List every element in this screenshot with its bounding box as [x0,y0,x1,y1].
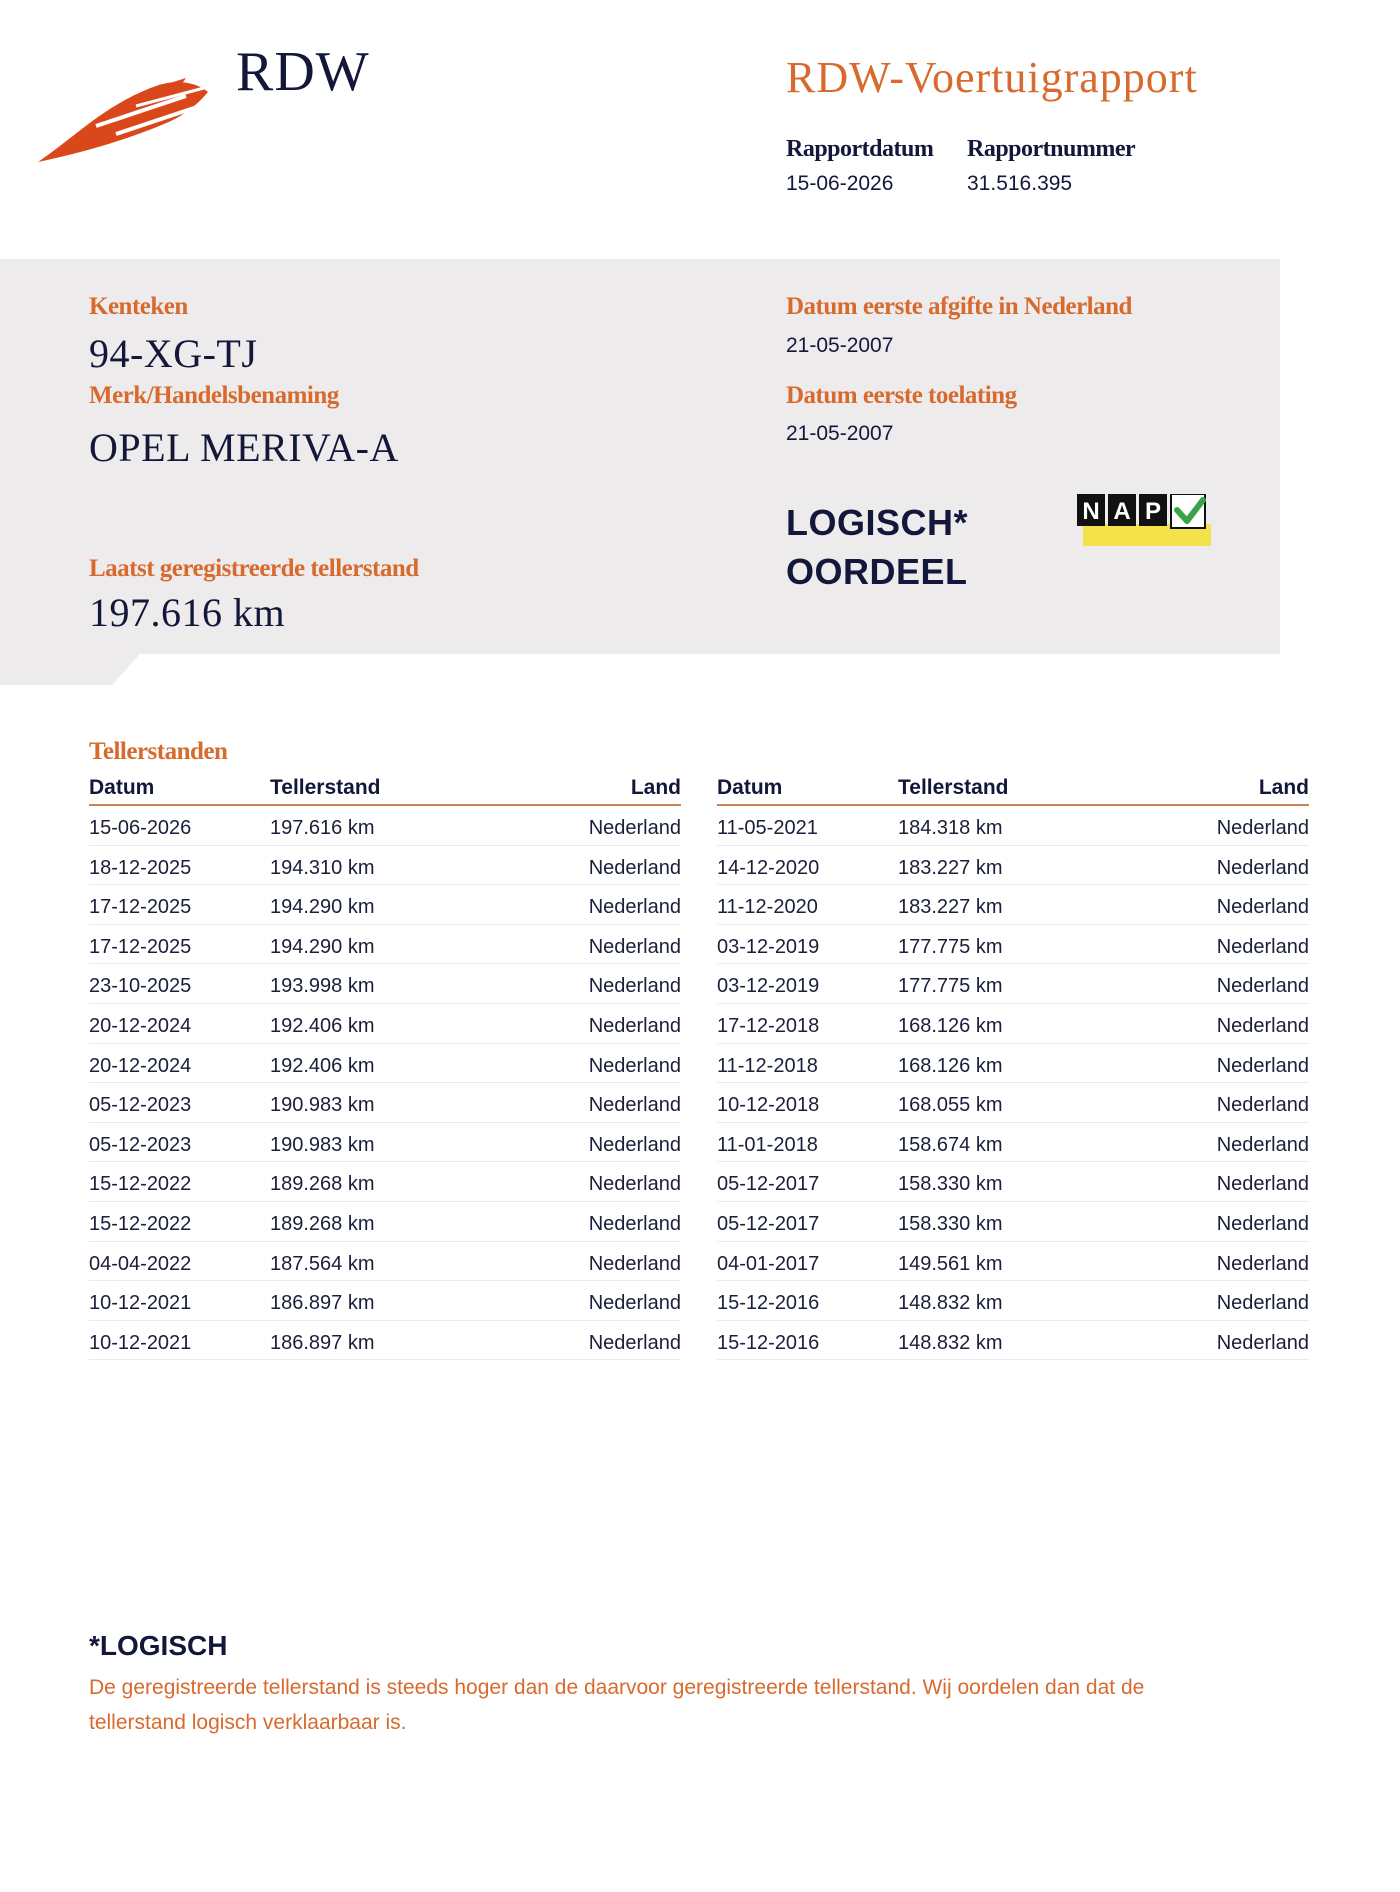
cell-reading: 194.310 km [270,856,375,879]
odometer-verdict [786,498,968,596]
rdw-logo-icon [36,74,214,166]
table-row [89,846,681,886]
cell-country: Nederland [588,1173,681,1196]
report-date-label: Rapportdatum [786,136,934,162]
cell-date: 05-12-2017 [717,1173,820,1196]
cell-reading: 194.290 km [270,935,375,958]
footnote-title: *LOGISCH [89,1630,228,1661]
table-row [717,1044,1309,1084]
table-row [89,806,681,846]
cell-reading: 189.268 km [270,1173,375,1196]
cell-date: 18-12-2025 [89,856,192,879]
cell-date: 17-12-2025 [89,896,192,919]
table-row [717,964,1309,1004]
table-row [717,1083,1309,1123]
cell-date: 17-12-2018 [717,1014,820,1037]
cell-reading: 158.330 km [898,1212,1003,1235]
readings-title: Tellerstanden [89,738,228,765]
cell-date: 04-01-2017 [717,1252,820,1275]
cell-reading: 168.126 km [898,1054,1003,1077]
cell-reading: 189.268 km [270,1212,375,1235]
cell-reading: 187.564 km [270,1252,375,1275]
cell-date: 05-12-2017 [717,1212,820,1235]
cell-date: 11-12-2020 [717,896,818,919]
cell-reading: 177.775 km [898,935,1003,958]
header-country: Land [630,776,681,799]
table-row [717,806,1309,846]
cell-country: Nederland [588,896,681,919]
table-body [717,806,1309,1360]
cell-reading: 168.055 km [898,1094,1003,1117]
header-reading: Tellerstand [898,776,1009,799]
cell-country: Nederland [588,1212,681,1235]
report-title: RDW-Voertuigrapport [786,53,1198,102]
cell-reading: 194.290 km [270,896,375,919]
nap-letter-n: N [1082,498,1100,525]
cell-reading: 149.561 km [898,1252,1003,1275]
cell-date: 05-12-2023 [89,1094,192,1117]
cell-reading: 192.406 km [270,1054,375,1077]
cell-date: 15-06-2026 [89,817,192,839]
cell-country: Nederland [588,1331,681,1354]
plate-label: Kenteken [89,293,188,320]
cell-country: Nederland [588,1292,681,1315]
first-issue-nl-value: 21-05-2007 [786,334,894,357]
make-value: OPEL MERIVA-A [89,425,399,470]
cell-reading: 148.832 km [898,1292,1003,1315]
table-row [717,1321,1309,1361]
table-row [89,885,681,925]
cell-reading: 177.775 km [898,975,1003,998]
cell-country: Nederland [1216,896,1309,919]
cell-reading: 190.983 km [270,1133,375,1156]
table-header [89,776,681,806]
table-row [89,1083,681,1123]
table-row [89,1202,681,1242]
verdict-line-1: LOGISCH* [786,502,969,543]
cell-country: Nederland [588,856,681,879]
header-reading: Tellerstand [270,776,381,799]
plate-value: 94-XG-TJ [89,331,258,376]
table-row [717,1004,1309,1044]
cell-reading: 193.998 km [270,975,375,998]
cell-country: Nederland [1216,1252,1309,1275]
report-number: 31.516.395 [967,172,1073,195]
cell-country: Nederland [1216,1173,1309,1196]
cell-reading: 186.897 km [270,1292,375,1315]
cell-reading: 184.318 km [898,817,1003,839]
cell-date: 11-12-2018 [717,1054,818,1077]
nap-letter-a: A [1113,498,1131,525]
table-row [89,1242,681,1282]
table-row [717,1281,1309,1321]
header-country: Land [1258,776,1309,799]
cell-reading: 183.227 km [898,896,1003,919]
cell-country: Nederland [588,1094,681,1117]
table-row [717,846,1309,886]
first-issue-nl-label: Datum eerste afgifte in Nederland [786,293,1132,320]
table-row [89,1321,681,1361]
verdict-line-2: OORDEEL [786,551,968,592]
cell-country: Nederland [1216,1054,1309,1077]
cell-reading: 186.897 km [270,1331,375,1354]
cell-date: 04-04-2022 [89,1252,192,1275]
cell-country: Nederland [1216,1292,1309,1315]
cell-country: Nederland [1216,975,1309,998]
cell-country: Nederland [1216,1094,1309,1117]
make-label: Merk/Handelsbenaming [89,382,339,409]
cell-country: Nederland [1216,1014,1309,1037]
cell-country: Nederland [588,1133,681,1156]
cell-date: 17-12-2025 [89,935,192,958]
odometer-value: 197.616 km [89,590,286,635]
cell-country: Nederland [588,975,681,998]
nap-letter-p: P [1144,498,1162,525]
cell-date: 11-01-2018 [717,1133,818,1156]
report-number-label: Rapportnummer [967,136,1136,162]
cell-date: 10-12-2021 [89,1292,192,1315]
table-row [89,1162,681,1202]
cell-date: 20-12-2024 [89,1014,192,1037]
cell-country: Nederland [1216,1133,1309,1156]
cell-date: 14-12-2020 [717,856,820,879]
cell-reading: 168.126 km [898,1014,1003,1037]
cell-country: Nederland [588,1014,681,1037]
cell-date: 10-12-2018 [717,1094,820,1117]
header-date: Datum [717,776,783,799]
cell-date: 03-12-2019 [717,935,820,958]
table-row [717,1162,1309,1202]
cell-reading: 192.406 km [270,1014,375,1037]
readings-table-right [717,776,1309,1360]
table-row [89,925,681,965]
cell-country: Nederland [1216,1212,1309,1235]
first-admission-value: 21-05-2007 [786,422,894,445]
cell-date: 23-10-2025 [89,975,192,998]
readings-table-left [89,776,681,1360]
cell-date: 05-12-2023 [89,1133,192,1156]
footnote-text: De geregistreerde tellerstand is steeds hoger dan de daarvoor geregistreerde tellerstand. Wij oordelen dan dat de tellerstand logisch verklaarbaar is. [89,1676,1145,1734]
nap-logo-icon [1077,494,1211,546]
cell-date: 11-05-2021 [717,817,818,839]
cell-date: 10-12-2021 [89,1331,192,1354]
odometer-label: Laatst geregistreerde tellerstand [89,555,419,582]
cell-country: Nederland [1216,935,1309,958]
cell-date: 15-12-2016 [717,1331,820,1354]
cell-date: 20-12-2024 [89,1054,192,1077]
cell-reading: 183.227 km [898,856,1003,879]
cell-country: Nederland [1216,856,1309,879]
cell-country: Nederland [588,817,681,839]
table-body [89,806,681,1360]
cell-country: Nederland [588,1252,681,1275]
report-date: 15-06-2026 [786,172,894,195]
table-header [717,776,1309,806]
cell-reading: 148.832 km [898,1331,1003,1354]
table-row [89,1004,681,1044]
table-row [89,964,681,1004]
brand-name: RDW [236,41,370,103]
first-admission-label: Datum eerste toelating [786,382,1017,409]
cell-country: Nederland [1216,1331,1309,1354]
table-row [89,1281,681,1321]
cell-reading: 158.330 km [898,1173,1003,1196]
cell-country: Nederland [588,1054,681,1077]
cell-country: Nederland [1216,817,1309,839]
cell-reading: 190.983 km [270,1094,375,1117]
cell-country: Nederland [588,935,681,958]
table-row [717,925,1309,965]
cell-date: 03-12-2019 [717,975,820,998]
table-row [717,1123,1309,1163]
cell-date: 15-12-2016 [717,1292,820,1315]
table-row [717,1242,1309,1282]
header-date: Datum [89,776,155,799]
cell-date: 15-12-2022 [89,1173,192,1196]
cell-reading: 197.616 km [270,817,375,839]
table-row [717,885,1309,925]
table-row [717,1202,1309,1242]
table-row [89,1123,681,1163]
cell-reading: 158.674 km [898,1133,1003,1156]
table-row [89,1044,681,1084]
cell-date: 15-12-2022 [89,1212,192,1235]
